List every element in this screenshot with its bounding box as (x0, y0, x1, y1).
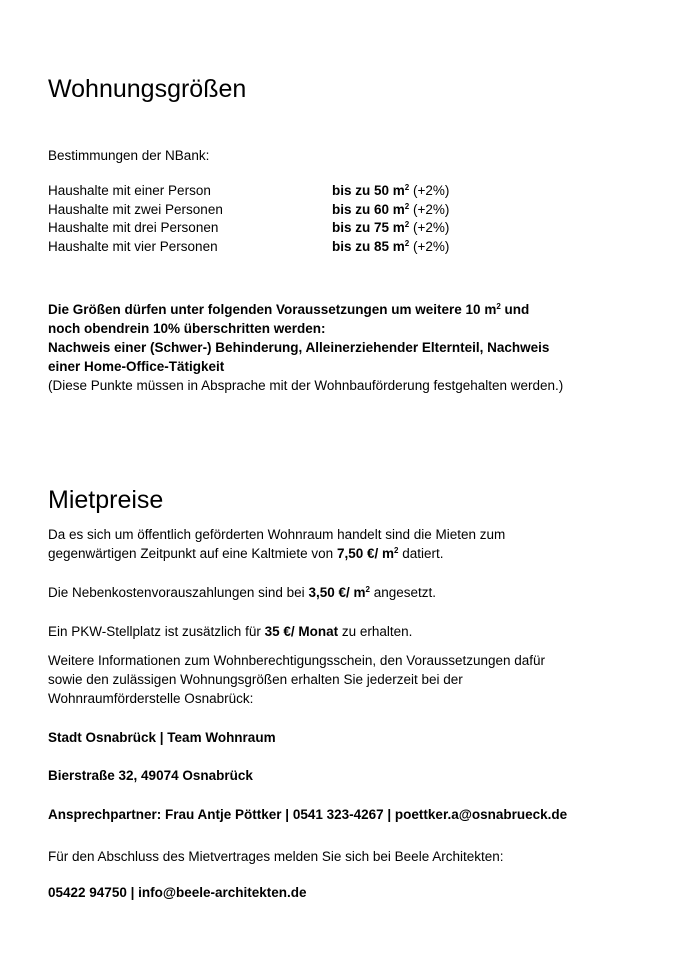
size-row (48, 219, 450, 238)
size-row (48, 182, 450, 201)
conditions-note: (Diese Punkte müssen in Absprache mit der Wohnbauförderung festgehalten werden.) (48, 378, 564, 393)
heading-wohnungsgroessen: Wohnungsgrößen (48, 75, 247, 103)
size-label: Haushalte mit drei Personen (48, 220, 219, 236)
conditions-line: Die Größen dürfen unter folgenden Voraussetzungen um weitere 10 $m^2$ und (48, 302, 530, 317)
size-row (48, 201, 450, 220)
size-value: bis zu 60 $m^2$ (+2%) (332, 201, 450, 217)
conditions-line: noch obendrein 10% überschritten werden: (48, 321, 326, 336)
architect-intro: Für den Abschluss des Mietvertrages melden Sie sich bei Beele Architekten: (48, 849, 504, 864)
info-paragraph: Weitere Informationen zum Wohnberechtigungsschein, den Voraussetzungen dafür sowie den zulässigen Wohnungsgrößen erhalten Sie jederzeit bei der Wohnraumförderstelle Osnabrück: (48, 653, 546, 706)
parking-paragraph: Ein PKW-Stellplatz ist zusätzlich für 35 €/ Monat zu erhalten. (48, 624, 413, 639)
nbank-intro: Bestimmungen der NBank: (48, 148, 210, 163)
size-value: bis zu 75 $m^2$ (+2%) (332, 220, 450, 236)
size-value: bis zu 50 $m^2$ (+2%) (332, 183, 450, 198)
size-value: bis zu 85 $m^2$ (+2%) (332, 239, 450, 255)
size-row (48, 238, 450, 257)
size-label: Haushalte mit vier Personen (48, 239, 218, 255)
size-label: Haushalte mit zwei Personen (48, 201, 223, 217)
conditions-line: Nachweis einer (Schwer-) Behinderung, Alleinerziehender Elternteil, Nachweis (48, 340, 550, 355)
size-label: Haushalte mit einer Person (48, 183, 211, 198)
contact-person: Ansprechpartner: Frau Antje Pöttker | 0541 323-4267 | poettker.a@osnabrueck.de (48, 807, 568, 822)
size-table (48, 182, 450, 257)
heading-mietpreise: Mietpreise (48, 486, 164, 514)
org-name: Stadt Osnabrück | Team Wohnraum (48, 730, 276, 745)
org-address: Bierstraße 32, 49074 Osnabrück (48, 768, 253, 783)
architect-contact: 05422 94750 | info@beele-architekten.de (48, 885, 307, 900)
rent-paragraph: Da es sich um öffentlich geförderten Wohnraum handelt sind die Mieten zum gegenwärtigen Zeitpunkt auf eine Kaltmiete von 7,50 €/ $m^2$ datiert. (48, 527, 506, 561)
utilities-paragraph: Die Nebenkostenvorauszahlungen sind bei 3,50 €/ $m^2$ angesetzt. (48, 585, 436, 600)
conditions-block (48, 300, 563, 395)
conditions-line: einer Home-Office-Tätigkeit (48, 359, 225, 374)
